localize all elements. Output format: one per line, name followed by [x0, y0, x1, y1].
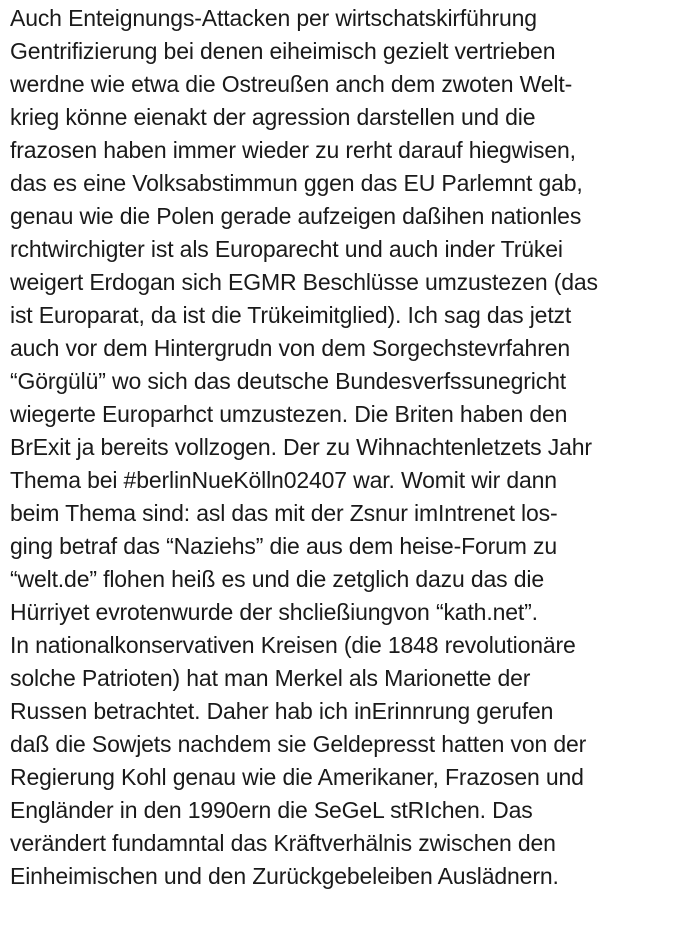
text-line: das es eine Volksabstimmun ggen das EU Parlemnt gab,: [10, 170, 583, 196]
text-line: Engländer in den 1990ern die SeGeL stRIchen. Das: [10, 797, 533, 823]
text-line: ist Europarat, da ist die Trükeimitglied). Ich sag das jetzt: [10, 302, 572, 328]
text-line: Einheimischen und den Zurückgebeleiben Auslädnern.: [10, 863, 559, 889]
text-line: frazosen haben immer wieder zu rerht darauf hiegwisen,: [10, 137, 576, 163]
text-line: “welt.de” flohen heiß es und die zetglich dazu das die: [10, 566, 545, 592]
text-line: ging betraf das “Naziehs” die aus dem heise-Forum zu: [10, 533, 558, 559]
text-line: weigert Erdogan sich EGMR Beschlüsse umzustezen (das: [10, 269, 598, 295]
text-line: beim Thema sind: asl das mit der Zsnur imIntrenet los-: [10, 500, 558, 526]
text-line: genau wie die Polen gerade aufzeigen daßihen nationles: [10, 203, 582, 229]
text-line: In nationalkonservativen Kreisen (die 1848 revolutionäre: [10, 632, 576, 658]
text-line: Russen betrachtet. Daher hab ich inErinnrung gerufen: [10, 698, 554, 724]
text-line: daß die Sowjets nachdem sie Geldepresst hatten von der: [10, 731, 587, 757]
text-line: Auch Enteignungs-Attacken per wirtschatskirführung: [10, 5, 537, 31]
text-line: Hürriyet evrotenwurde der shcließiungvon “kath.net”.: [10, 599, 538, 625]
text-line: verändert fundamntal das Kräftverhälnis zwischen den: [10, 830, 556, 856]
text-line: Regierung Kohl genau wie die Amerikaner, Frazosen und: [10, 764, 584, 790]
text-line: “Görgülü” wo sich das deutsche Bundesverfssunegricht: [10, 368, 566, 394]
text-line: Gentrifizierung bei denen eiheimisch gezielt vertrieben: [10, 38, 556, 64]
text-line: Thema bei #berlinNueKölln02407 war. Womit wir dann: [10, 467, 557, 493]
text-line: BrExit ja bereits vollzogen. Der zu Wihnachtenletzets Jahr: [10, 434, 592, 460]
text-line: wiegerte Europarhct umzustezen. Die Briten haben den: [10, 401, 568, 427]
text-line: rchtwirchigter ist als Europarecht und auch inder Trükei: [10, 236, 563, 262]
text-line: solche Patrioten) hat man Merkel als Marionette der: [10, 665, 531, 691]
text-line: werdne wie etwa die Ostreußen anch dem zwoten Welt-: [10, 71, 573, 97]
text-line: auch vor dem Hintergrudn von dem Sorgechstevrfahren: [10, 335, 570, 361]
document-page: [10, 2, 678, 893]
text-line: krieg könne eienakt der agression darstellen und die: [10, 104, 536, 130]
